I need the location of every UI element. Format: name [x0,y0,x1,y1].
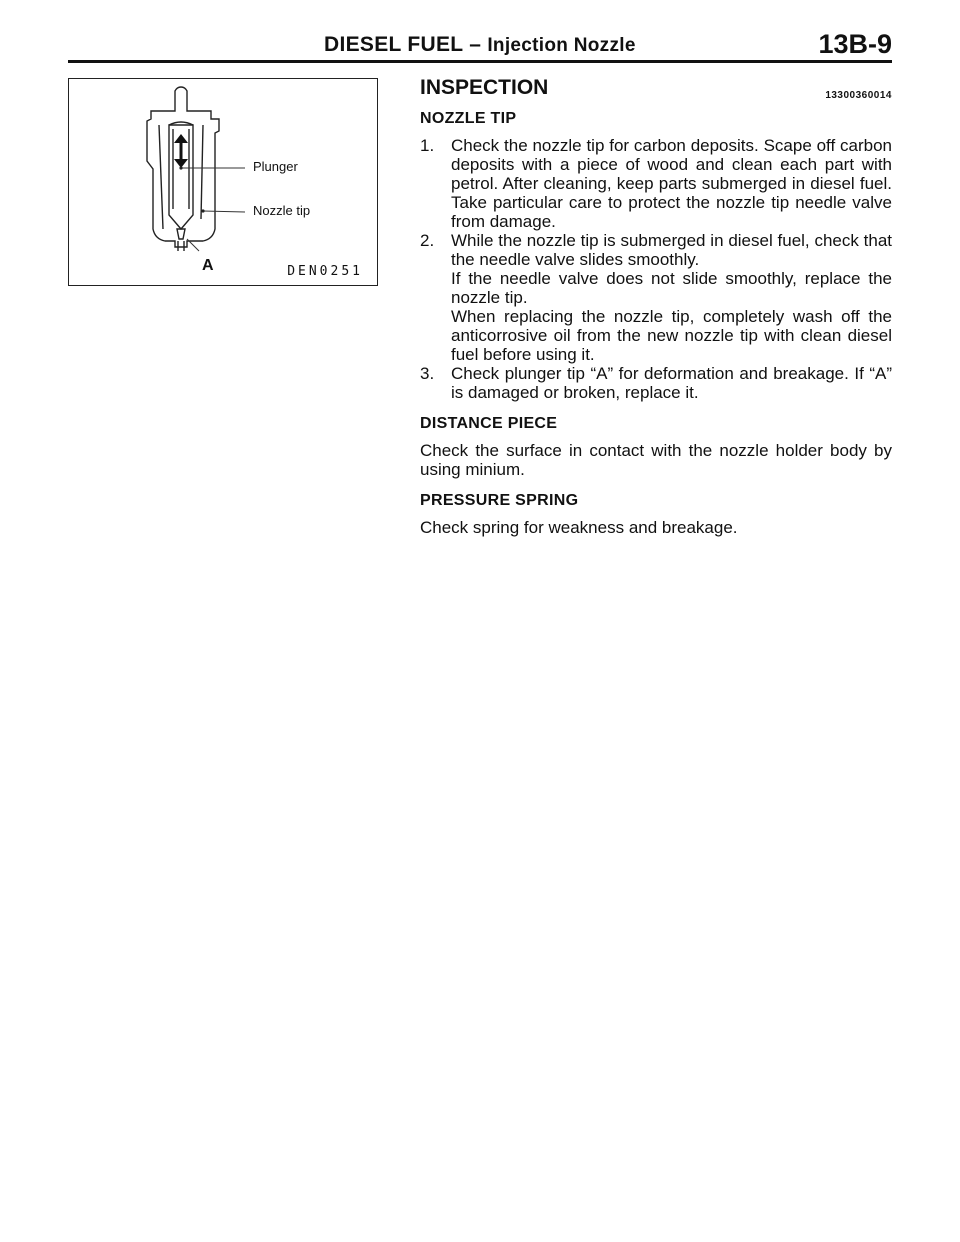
step-number: 2. [420,231,435,250]
pressure-spring-text: Check spring for weakness and breakage. [420,518,738,537]
nozzle-tip-heading: NOZZLE TIP [420,110,517,127]
pressure-spring-heading: PRESSURE SPRING [420,492,579,509]
header-separator: – [469,33,482,56]
label-plunger: Plunger [253,159,298,174]
figure-code: DEN0251 [287,264,363,279]
step-text: While the nozzle tip is submerged in diesel fuel, check that the needle valve slides smoothly. [451,231,892,269]
movement-arrow-icon [174,134,188,168]
section-code: 13300360014 [825,90,892,101]
step-number: 1. [420,136,435,155]
step-text: Check plunger tip “A” for deformation and breakage. If “A” is damaged or broken, replace it. [451,364,892,402]
header-rule [68,60,892,63]
header-section: DIESEL FUEL [324,33,464,56]
section-header [420,78,892,106]
label-nozzle-tip: Nozzle tip [253,203,311,218]
page-number: 13B-9 [818,29,892,59]
inspection-section [420,78,892,549]
list-item [420,364,892,402]
header-title [324,33,636,57]
distance-piece-heading: DISTANCE PIECE [420,415,558,432]
list-item [420,136,892,231]
header-subsection: Injection Nozzle [487,35,636,56]
list-item [420,231,892,364]
step-number: 3. [420,364,435,383]
step-text: If the needle valve does not slide smoothly, replace the nozzle tip. [451,269,892,307]
nozzle-drawing [69,79,379,287]
step-text: When replacing the nozzle tip, completely wash off the anticorrosive oil from the new nozzle tip with clean diesel fuel before using it. [451,307,892,364]
step-text: Check the nozzle tip for carbon deposits. Scape off carbon deposits with a piece of wood and clean each part with petrol. After cleaning, keep parts submerged in diesel fuel. Take particular care to protect the nozzle tip needle valve from damage. [451,136,892,231]
section-title: INSPECTION [420,76,549,99]
label-a: A [202,257,214,274]
nozzle-tip-steps [420,136,892,402]
distance-piece-text: Check the surface in contact with the nozzle holder body by using minium. [420,441,892,479]
nozzle-figure [68,78,378,286]
page-header [68,30,892,60]
